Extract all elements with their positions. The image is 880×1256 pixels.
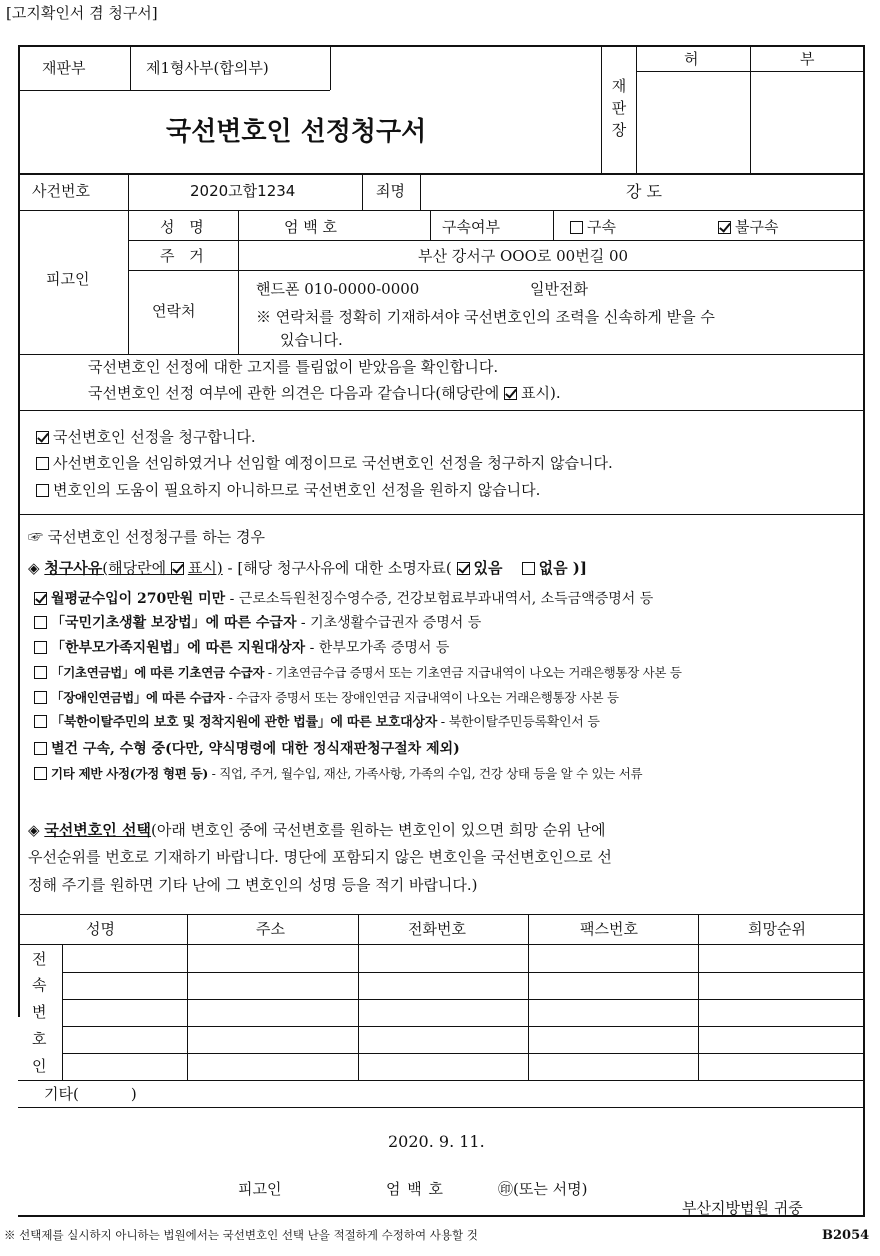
custody-option-custody[interactable] [570,218,616,236]
approval-side-label: 재 판 장 [611,77,627,139]
checkmark-icon [171,562,184,575]
date: 2020. 9. 11. [388,1132,485,1151]
reason-5[interactable]: 「장애인연금법」에 따른 수급자 - 수급자 증명서 또는 장애인연금 지급내역이 나오는 거래은행통장 사본 등 [34,690,619,705]
side-label-char: 변 [32,1003,47,1021]
form-title: 국선변호인 선정청구서 [166,117,427,147]
opinion-1[interactable]: 국선변호인 선정을 청구합니다. [36,428,256,446]
reason-3[interactable]: 「한부모가족지원법」에 따른 지원대상자 - 한부모가족 증명서 등 [34,640,449,657]
address-label: 주 거 [160,247,204,265]
contact-label: 연락처 [152,302,196,320]
defendant-name: 엄 백 호 [284,218,338,236]
table-header-phone: 전화번호 [408,920,466,938]
custody-label: 구속여부 [442,218,500,236]
custody-option-no-custody[interactable] [718,218,778,236]
header-note: [고지확인서 겸 청구서] [6,4,158,22]
reason-8-checkbox[interactable] [34,767,47,780]
custody-checkbox[interactable] [570,221,583,234]
table-header-name: 성명 [86,920,115,938]
case-number: 2020고합1234 [190,182,296,200]
opinion-3-checkbox[interactable] [36,484,49,497]
reason-2[interactable]: 「국민기초생활 보장법」에 따른 수급자 - 기초생활수급권자 증명서 등 [34,615,481,632]
opinion-3[interactable]: 변호인의 도움이 필요하지 아니하므로 국선변호인 선정을 원하지 않습니다. [36,481,540,499]
evidence-none-checkbox[interactable] [522,562,535,575]
case-number-label: 사건번호 [32,182,90,200]
reason-1[interactable]: 월평균수입이 270만원 미만 - 근로소득원천징수영수증, 건강보험료부과내역서, 소득금액증명서 등 [34,591,653,608]
table-header-priority: 희망순위 [748,920,806,938]
reason-4-checkbox[interactable] [34,666,47,679]
address-value: 부산 강서구 OOO로 00번길 00 [418,247,629,265]
confirm-line-2: 국선변호인 선정 여부에 관한 의견은 다음과 같습니다(해당란에 표시). [88,384,561,402]
table-header-address: 주소 [256,920,285,938]
reason-4[interactable]: 「기초연금법」에 따른 기초연금 수급자 - 기초연금수급 증명서 또는 기초연금 지급내역이 나오는 거래은행통장 사본 등 [34,665,682,680]
reason-6[interactable]: 「북한이탈주민의 보호 및 정착지원에 관한 법률」에 따른 보호대상자 - 북한이탈주민등록확인서 등 [34,715,600,731]
evidence-has-checkbox[interactable] [457,562,470,575]
selection-line-2: 우선순위를 번호로 기재하기 바랍니다. 명단에 포함되지 않은 변호인을 국선변호인으로 선 [28,848,612,866]
case-header: ☞ 국선변호인 선정청구를 하는 경우 [28,528,265,546]
confirm-line-1: 국선변호인 선정에 대한 고지를 틀림없이 받았음을 확인합니다. [88,358,499,376]
opinion-1-checkbox[interactable] [36,431,49,444]
reason-7-checkbox[interactable] [34,742,47,755]
court-value: 제1형사부(합의부) [146,59,269,77]
reason-2-checkbox[interactable] [34,616,47,629]
side-label-char: 전 [32,950,47,968]
contact-note-1: ※ 연락처를 정확히 기재하셔야 국선변호인의 조력을 신속하게 받을 수 [256,308,715,326]
side-label-char: 속 [32,976,47,994]
form-code: B2054 [822,1228,870,1243]
defendant-label: 피고인 [46,270,90,288]
reason-1-checkbox[interactable] [34,592,47,605]
custody-option-label: 불구속 [735,218,779,236]
approval-yes-label: 허 [684,50,699,68]
opinion-2[interactable]: 사선변호인을 선임하였거나 선임할 예정이므로 국선변호인 선정을 청구하지 않습니다. [36,454,613,472]
approval-no-label: 부 [800,50,815,68]
landline-label: 일반전화 [530,280,588,298]
signature-name: 엄 백 호 [386,1180,444,1198]
reason-7[interactable]: 별건 구속, 수형 중(다만, 약식명령에 대한 정식재판청구절차 제외) [34,741,460,758]
table-header-fax: 팩스번호 [580,920,638,938]
reason-3-checkbox[interactable] [34,641,47,654]
addressee: 부산지방법원 귀중 [682,1199,803,1217]
reasons-heading: ◈ 청구사유(해당란에 표시) - [해당 청구사유에 대한 소명자료( 있음 없음 )] [28,559,587,577]
reason-5-checkbox[interactable] [34,691,47,704]
side-label-char: 인 [32,1057,47,1075]
footnote: ※ 선택제를 실시하지 아니하는 법원에서는 국선변호인 선택 난을 적절하게 수정하여 사용할 것 [4,1228,478,1242]
reason-6-checkbox[interactable] [34,715,47,728]
name-label: 성 명 [160,218,204,236]
custody-option-label: 구속 [587,218,616,236]
opinion-2-checkbox[interactable] [36,457,49,470]
no-custody-checkbox[interactable] [718,221,731,234]
seal-or-signature[interactable]: ㊞(또는 서명) [498,1180,588,1198]
reason-8[interactable]: 기타 제반 사정(가정 형편 등) - 직업, 주거, 월수입, 재산, 가족사항, 가족의 수입, 건강 상태 등을 알 수 있는 서류 [34,766,642,781]
charge-label: 죄명 [376,182,405,200]
other-lawyer-label[interactable]: 기타( ) [44,1085,137,1103]
signature-label: 피고인 [238,1180,282,1198]
court-label: 재판부 [42,59,86,77]
side-label-char: 호 [32,1030,47,1048]
phone: 핸드폰 010-0000-0000 [256,280,420,298]
charge-value: 강 도 [626,182,662,201]
contact-note-2: 있습니다. [280,331,343,349]
selection-line-3: 정해 주기를 원하면 기타 난에 그 변호인의 성명 등을 적기 바랍니다.) [28,876,478,894]
checkmark-icon [504,387,517,400]
selection-line-1: ◈ 국선변호인 선택(아래 변호인 중에 국선변호를 원하는 변호인이 있으면 희망 순위 난에 [28,821,606,839]
